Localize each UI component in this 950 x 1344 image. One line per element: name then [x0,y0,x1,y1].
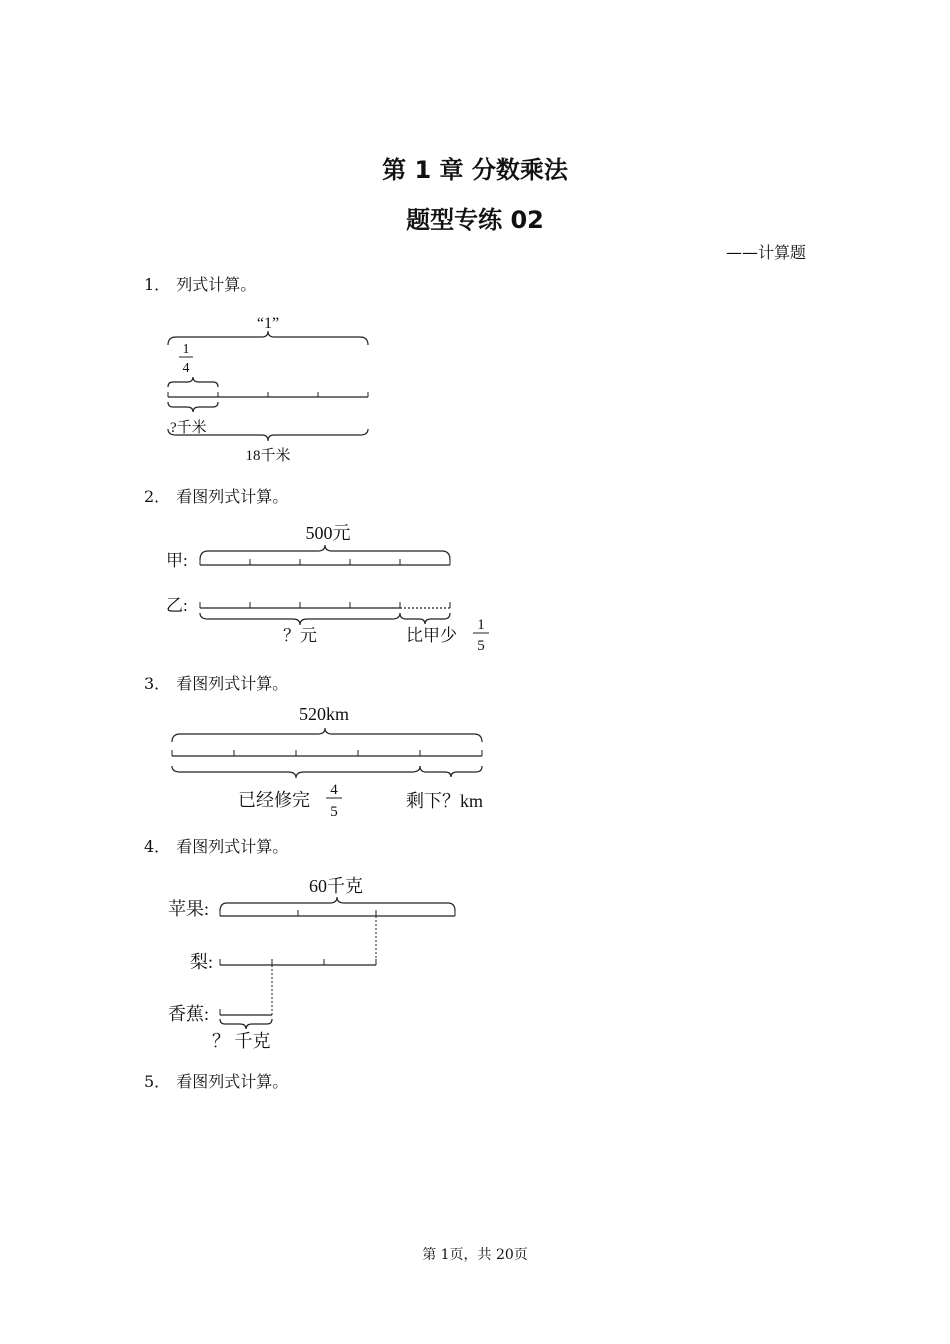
brace-less [400,613,450,624]
remain-label: 剩下？km [406,791,484,811]
total-label: 60千克 [309,876,363,896]
unknown-label: ？元 [283,626,317,645]
brace-unknown [220,1019,272,1029]
total-label: 500元 [305,523,351,543]
question-number: 1． [144,275,171,294]
fraction-denominator: 5 [330,804,338,820]
done-label: 已经修完 [238,790,310,810]
fraction-numerator: 4 [330,782,338,798]
brace-total [172,728,482,742]
question-number: 5． [144,1072,171,1091]
section-title: 题型专练 02 [406,206,544,234]
brace-quarter-bottom [168,402,218,412]
question-number: 3． [144,674,171,693]
less-label: 比甲少 [406,626,457,645]
section-subtitle: ——计算题 [725,243,806,262]
question-number: 4． [144,837,171,856]
question-2 [144,484,288,507]
brace-unknown [200,613,400,625]
row-a-label: 苹果: [168,899,210,919]
brace-total [200,545,450,560]
unknown-label: ？ 千克 [212,1031,271,1051]
page-footer: 第 1页，共 20页 [422,1247,528,1263]
figure-q3 [160,700,510,825]
chapter-title: 第 1 章 分数乘法 [382,156,568,184]
question-5 [144,1069,288,1092]
brace-remain [420,766,482,777]
figure-q1 [160,305,400,470]
fraction-numerator: 1 [182,342,190,357]
row-a-label: 甲: [166,551,188,570]
question-number: 2． [144,487,171,506]
question-1 [144,272,256,295]
total-label: 18千米 [245,448,291,464]
question-prompt: 看图列式计算。 [176,487,289,506]
row-c-label: 香蕉: [168,1004,210,1024]
fraction-denominator: 5 [477,638,485,654]
brace-done [172,766,420,778]
question-3 [144,671,288,694]
figure-q4 [160,868,480,1058]
brace-whole [168,331,368,345]
top-label: “1” [256,315,280,332]
row-b-label: 梨: [190,952,214,972]
question-4 [144,834,288,857]
fraction-denominator: 4 [182,361,190,376]
fraction-numerator: 1 [477,617,485,633]
total-label: 520km [298,704,350,724]
question-prompt: 列式计算。 [176,275,257,294]
unknown-label: ?千米 [170,420,207,436]
brace-quarter-top [168,377,218,387]
brace-total [220,897,455,911]
row-b-label: 乙: [166,596,188,615]
question-prompt: 看图列式计算。 [176,1072,289,1091]
figure-q2 [160,515,500,660]
question-prompt: 看图列式计算。 [176,837,289,856]
question-prompt: 看图列式计算。 [176,674,289,693]
